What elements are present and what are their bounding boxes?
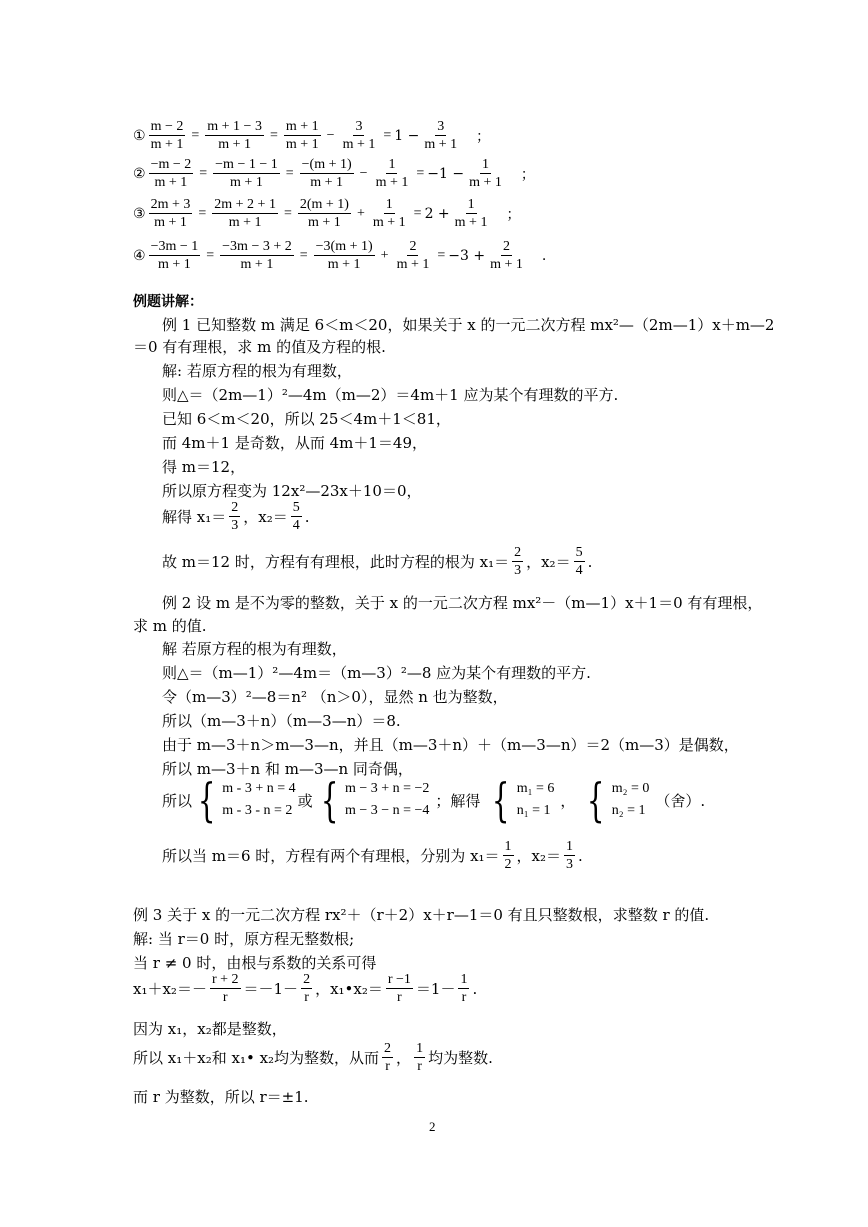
- example-1-statement: 例 1 已知整数 m 满足 6＜m＜20，如果关于 x 的一元二次方程 mx²—（2m—1）x＋m—2: [162, 316, 775, 334]
- integer-condition: 所以 x₁＋x₂和 x₁• x₂均为整数，从而 $\frac{2}{r}$ ， $\frac{1}{r}$ 均为整数.: [133, 1041, 493, 1074]
- equation-systems: 所以 { m - 3 + n = 4 m - 3 - n = 2 或 { m − 3 + n = −2 m − 3 − n = −4 ；解得 { m₁ = 6 n₁ = 1 ， { m₂ = 0 n₂ = 1 （舍）.: [162, 773, 706, 827]
- solution-line: 解: 当 r＝0 时，原方程无整数根;: [133, 930, 355, 948]
- solution-conclusion: 故 m＝12 时，方程有有理根，此时方程的根为 x₁＝ $\frac{2}{3}$ ，x₂＝ $\frac{5}{4}$ .: [162, 545, 593, 578]
- solution-line: 所以 m—3＋n 和 m—3—n 同奇偶，: [162, 760, 413, 778]
- example-2-statement: 例 2 设 m 是不为零的整数，关于 x 的一元二次方程 mx²－（m—1）x＋1＝0 有有理根，: [162, 594, 763, 612]
- section-heading: 例题讲解：: [133, 294, 203, 310]
- identity-2: ② $\frac{-m - 2}{m + 1}$ = $\frac{-m - 1 - 1}{m + 1}$ = $\frac{-(m + 1)}{m + 1}$ − $\frac{1}{m + 1}$ = −1 − $\frac{1}{m + 1}$ ；: [133, 157, 535, 190]
- circled-number: ②: [133, 165, 146, 182]
- example-3-statement: 例 3 关于 x 的一元二次方程 rx²＋（r＋2）x＋r—1＝0 有且只整数根，求整数 r 的值.: [133, 906, 710, 924]
- identity-3: ③ $\frac{2m + 3}{m + 1}$ = $\frac{2m + 2 + 1}{m + 1}$ = $\frac{2(m + 1)}{m + 1}$ + $\frac{1}{m + 1}$ = 2 + $\frac{1}{m + 1}$ ；: [133, 197, 521, 230]
- circled-number: ④: [133, 247, 146, 264]
- solution-line: 令（m—3）²—8＝n² （n＞0），显然 n 也为整数，: [162, 688, 508, 706]
- solution-line: 当 r ≠ 0 时，由根与系数的关系可得: [133, 954, 377, 972]
- example-1-statement-cont: ＝0 有有理根，求 m 的值及方程的根.: [133, 338, 386, 356]
- solution-line: 则△＝（2m—1）²—4m（m—2）＝4m＋1 应为某个有理数的平方.: [162, 386, 619, 404]
- solution-line: 所以（m—3＋n）（m—3—n）＝8.: [162, 712, 401, 730]
- example-2-statement-cont: 求 m 的值.: [133, 617, 207, 635]
- vieta-relations: x₁＋x₂＝－ $\frac{r + 2}{r}$ ＝－1－ $\frac{2}{r}$ ，x₁•x₂＝ $\frac{r -1}{r}$ ＝1－ $\frac{1}{r}$ .: [133, 972, 478, 1005]
- solution-line: 已知 6＜m＜20，所以 25＜4m＋1＜81，: [162, 410, 451, 428]
- solution-line: 由于 m—3＋n＞m—3—n，并且（m—3＋n）＋（m—3—n）＝2（m—3）是偶数，: [162, 736, 739, 754]
- solution-line: 所以原方程变为 12x²—23x＋10＝0，: [162, 482, 422, 500]
- circled-number: ①: [133, 127, 146, 144]
- solution-line: 而 4m＋1 是奇数，从而 4m＋1＝49，: [162, 434, 428, 452]
- solution-line: 得 m＝12，: [162, 458, 246, 476]
- solution-roots: 解得 x₁＝ $\frac{2}{3}$ ，x₂＝ $\frac{5}{4}$ .: [162, 500, 310, 533]
- identity-4: ④ $\frac{-3m - 1}{m + 1}$ = $\frac{-3m - 3 + 2}{m + 1}$ = $\frac{-3(m + 1)}{m + 1}$ + $\frac{2}{m + 1}$ = −3 + $\frac{2}{m + 1}$ .: [133, 239, 547, 272]
- page-number: 2: [429, 1119, 436, 1134]
- solution-conclusion: 所以当 m＝6 时，方程有两个有理根，分别为 x₁＝ $\frac{1}{2}$ ，x₂＝ $\frac{1}{3}$ .: [162, 839, 583, 872]
- solution-line: 解: 若原方程的根为有理数，: [162, 362, 352, 380]
- solution-line: 解 若原方程的根为有理数，: [162, 640, 347, 658]
- solution-line: 而 r 为整数，所以 r＝±1.: [133, 1088, 309, 1106]
- solution-line: 则△＝（m—1）²—4m＝（m—3）²—8 应为某个有理数的平方.: [162, 664, 591, 682]
- identity-1: ① $\frac{m - 2}{m + 1}$ = $\frac{m + 1 - 3}{m + 1}$ = $\frac{m + 1}{m + 1}$ − $\frac{3}{m + 1}$ = 1 − $\frac{3}{m + 1}$ ；: [133, 119, 491, 152]
- solution-line: 因为 x₁，x₂都是整数，: [133, 1020, 287, 1038]
- circled-number: ③: [133, 205, 146, 222]
